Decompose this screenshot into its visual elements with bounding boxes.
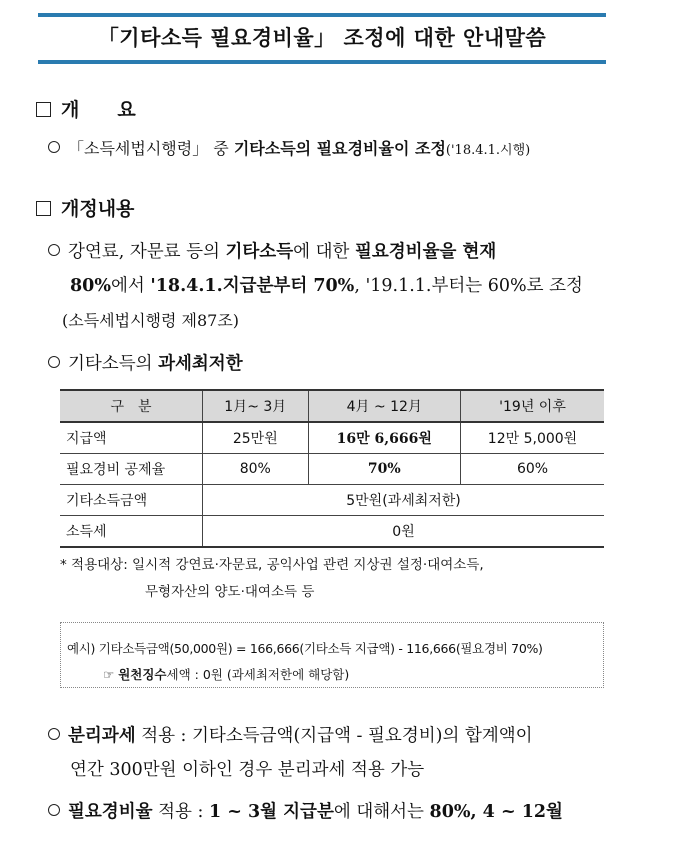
text-bold: '18.4.1.지급분부터 70% — [150, 276, 355, 296]
table-row — [60, 485, 604, 516]
table-cell: 60% — [461, 454, 605, 485]
section-amendment — [36, 194, 134, 221]
circle-bullet-icon — [48, 244, 60, 256]
amendment-bullet-1 — [48, 238, 496, 263]
title-top-rule — [38, 13, 606, 17]
table-row — [60, 422, 604, 454]
circle-bullet-icon — [48, 356, 60, 368]
table-cell-merged: 0원 — [203, 516, 605, 548]
text-bold: 80%, 4 ~ 12월 — [429, 802, 563, 822]
text-bold: 1 ~ 3월 지급분 — [208, 802, 334, 822]
example-line-1: 예시) 기타소득금액(50,000원) = 166,666(기타소득 지급액) - 116,666(필요경비 70%) — [67, 641, 543, 656]
amendment-bullet-2 — [48, 350, 243, 375]
amendment-bullet-3 — [48, 722, 533, 747]
text: 적용 : — [152, 802, 209, 822]
checkbox-square-icon — [36, 201, 51, 216]
table-row — [60, 454, 604, 485]
text-bold: 80% — [70, 276, 111, 296]
text-bold: 원천징수 — [118, 667, 167, 682]
text: 세액 : 0원 (과세최저한에 해당함) — [166, 667, 350, 682]
example-line-2 — [103, 665, 349, 683]
table-header-row — [60, 390, 604, 422]
section-heading: 개 요 — [61, 99, 136, 121]
title-bottom-rule — [38, 60, 606, 64]
text-bold: 분리과세 — [68, 726, 136, 746]
circle-bullet-icon — [48, 141, 60, 153]
text-bold: 필요경비율을 현재 — [354, 242, 497, 262]
circle-bullet-icon — [48, 804, 60, 816]
text: 적용 : 기타소득금액(지급액 - 필요경비)의 합계액이 — [135, 726, 533, 746]
table-header-cell: 4月 ~ 12月 — [308, 390, 460, 422]
amendment-bullet-3-line-2: 연간 300만원 이하인 경우 분리과세 적용 가능 — [70, 760, 425, 780]
note-line-2: 무형자산의 양도·대여소득 등 — [145, 584, 315, 600]
page-title: 「기타소득 필요경비율」 조정에 대한 안내말씀 — [97, 26, 547, 50]
example-box — [60, 622, 604, 688]
text: 에 대한 — [293, 242, 355, 262]
section-overview — [36, 95, 136, 122]
table-cell-merged: 5만원(과세최저한) — [203, 485, 605, 516]
row-label: 지급액 — [60, 422, 203, 454]
circle-bullet-icon — [48, 728, 60, 740]
table-cell: 12만 5,000원 — [461, 422, 605, 454]
text: 「소득세법시행령」 중 — [68, 139, 234, 158]
row-label: 기타소득금액 — [60, 485, 203, 516]
text: 강연료, 자문료 등의 — [68, 242, 226, 262]
tax-threshold-table — [60, 389, 604, 548]
section-heading: 개정내용 — [61, 198, 135, 220]
text-bold: 과세최저한 — [158, 354, 243, 374]
table-cell: 16만 6,666원 — [308, 422, 460, 454]
table-cell: 25만원 — [203, 422, 309, 454]
table-header-cell: 1月~ 3月 — [203, 390, 309, 422]
text-bold: 기타소득 — [225, 242, 294, 262]
note-line-1: * 적용대상: 일시적 강연료·자문료, 공익사업 관련 지상권 설정·대여소득, — [60, 557, 484, 573]
row-label: 필요경비 공제율 — [60, 454, 203, 485]
text: 에 대해서는 — [333, 802, 430, 822]
table-header-cell: 구 분 — [60, 390, 203, 422]
table-row — [60, 516, 604, 548]
amendment-bullet-1-line-2 — [70, 272, 583, 297]
text-bold: 필요경비율 — [68, 802, 153, 822]
pointing-hand-icon: ☞ — [103, 667, 115, 682]
checkbox-square-icon — [36, 102, 51, 117]
amendment-bullet-4 — [48, 798, 563, 823]
amendment-bullet-1-line-3: (소득세법시행령 제87조) — [62, 311, 240, 330]
text: ('18.4.1.시행) — [445, 143, 531, 158]
row-label: 소득세 — [60, 516, 203, 548]
text: 에서 — [110, 276, 151, 296]
text: 기타소득의 — [68, 354, 159, 374]
table-cell: 70% — [308, 454, 460, 485]
table-cell: 80% — [203, 454, 309, 485]
text-bold: 기타소득의 필요경비율이 조정 — [233, 139, 446, 158]
table-header-cell: '19년 이후 — [461, 390, 605, 422]
text: , '19.1.1.부터는 60%로 조정 — [354, 276, 583, 296]
overview-bullet — [48, 136, 530, 159]
